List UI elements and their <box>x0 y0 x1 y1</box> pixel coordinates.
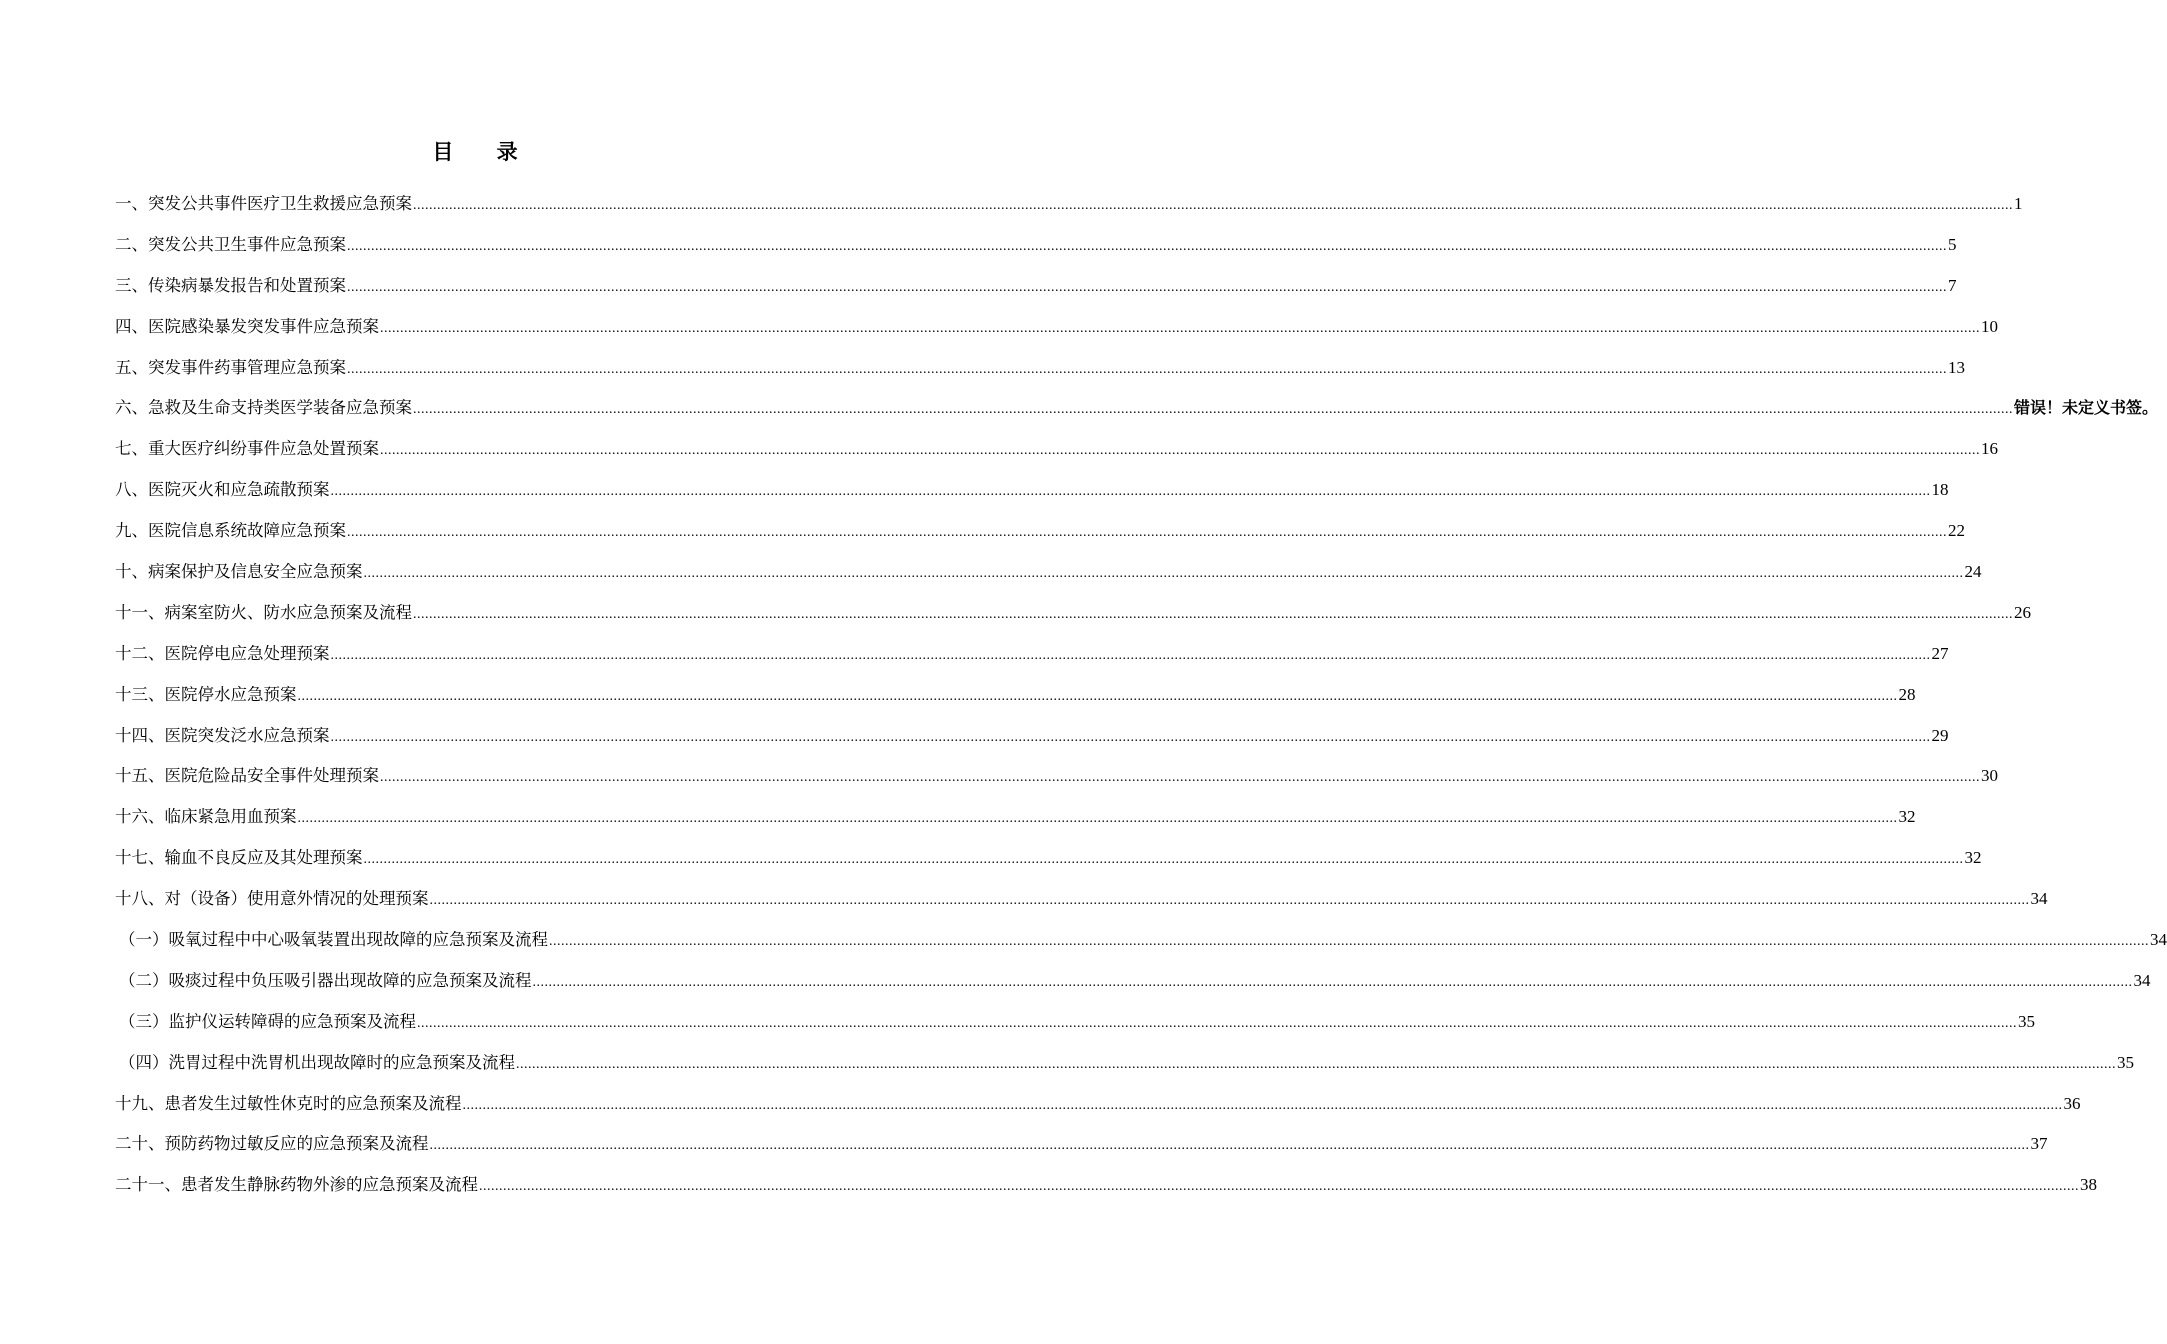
toc-dot-leader: ................................................................................................................................................................................................................................................................................................................................................................................................................ <box>297 811 1898 827</box>
toc-entry-label: 十六、临床紧急用血预案 <box>115 807 297 827</box>
toc-entry-label: 十一、病案室防火、防水应急预案及流程 <box>115 602 412 622</box>
toc-entry[interactable] <box>115 476 1949 517</box>
toc-entry-label: 六、急救及生命支持类医学装备应急预案 <box>115 398 412 418</box>
toc-entry-label: 十五、医院危险品安全事件处理预案 <box>115 766 379 786</box>
toc-entry-page-number: 22 <box>1948 521 1965 541</box>
toc-entry-page-number: 27 <box>1931 643 1949 663</box>
toc-entry-label: 十七、输血不良反应及其处理预案 <box>115 848 363 868</box>
toc-entry[interactable] <box>115 926 2167 967</box>
toc-entry[interactable] <box>115 1090 2081 1131</box>
toc-entry-label: 五、突发事件药事管理应急预案 <box>115 357 346 377</box>
toc-entry-page-number: 24 <box>1964 562 1982 582</box>
toc-dot-leader: ................................................................................................................................................................................................................................................................................................................................................................................................................ <box>363 852 1964 868</box>
toc-entry-label: 十四、医院突发泛水应急预案 <box>115 725 330 745</box>
toc-entry[interactable] <box>115 190 2023 231</box>
toc-dot-leader: ................................................................................................................................................................................................................................................................................................................................................................................................................ <box>549 934 2149 950</box>
toc-entry[interactable] <box>115 558 1982 599</box>
toc-dot-leader: ................................................................................................................................................................................................................................................................................................................................................................................................................ <box>479 1179 2079 1195</box>
toc-entry-page-number: 13 <box>1948 357 1965 377</box>
toc-dot-leader: ................................................................................................................................................................................................................................................................................................................................................................................................................ <box>413 402 2013 418</box>
toc-entry-label: 八、医院灭火和应急疏散预案 <box>115 480 330 500</box>
toc-entry-page-number: 5 <box>1948 234 1957 254</box>
toc-entry-page-number: 1 <box>2014 194 2023 213</box>
toc-entry-label: 十、病案保护及信息安全应急预案 <box>115 562 363 582</box>
toc-entry-label: 十九、患者发生过敏性休克时的应急预案及流程 <box>115 1093 462 1113</box>
toc-dot-leader: ................................................................................................................................................................................................................................................................................................................................................................................................................ <box>347 238 1947 254</box>
toc-entry-page-number: 35 <box>2117 1052 2134 1072</box>
toc-entry[interactable] <box>115 1171 2097 1212</box>
toc-entry-label: 七、重大医疗纠纷事件应急处置预案 <box>115 439 379 459</box>
toc-entry-error-text: 错误！未定义书签。 <box>2014 398 2159 418</box>
toc-entry[interactable] <box>115 231 1957 272</box>
toc-dot-leader: ................................................................................................................................................................................................................................................................................................................................................................................................................ <box>347 525 1947 541</box>
toc-entry[interactable] <box>115 640 1949 681</box>
toc-entry-page-number: 26 <box>2014 602 2031 622</box>
toc-dot-leader: ................................................................................................................................................................................................................................................................................................................................................................................................................ <box>297 688 1898 704</box>
toc-entry-page-number: 32 <box>1898 807 1916 827</box>
toc-entry[interactable] <box>115 599 2031 640</box>
toc-dot-leader: ................................................................................................................................................................................................................................................................................................................................................................................................................ <box>429 893 2030 909</box>
toc-dot-leader: ................................................................................................................................................................................................................................................................................................................................................................................................................ <box>413 606 2013 622</box>
toc-entry-label: 九、医院信息系统故障应急预案 <box>115 521 346 541</box>
toc-entry-page-number: 34 <box>2150 930 2167 950</box>
toc-entry-page-number: 10 <box>1981 316 1998 336</box>
toc-dot-leader: ................................................................................................................................................................................................................................................................................................................................................................................................................ <box>462 1097 2063 1113</box>
toc-entry-label: （四）洗胃过程中洗胃机出现故障时的应急预案及流程 <box>119 1052 515 1072</box>
toc-dot-leader: ................................................................................................................................................................................................................................................................................................................................................................................................................ <box>347 361 1947 377</box>
toc-entry-label: 四、医院感染暴发突发事件应急预案 <box>115 316 379 336</box>
toc-dot-leader: ................................................................................................................................................................................................................................................................................................................................................................................................................ <box>413 198 2013 213</box>
table-of-contents <box>115 190 2167 1212</box>
toc-entry[interactable] <box>115 967 2151 1008</box>
toc-entry-label: 一、突发公共事件医疗卫生救援应急预案 <box>115 194 412 213</box>
toc-entry-page-number: 34 <box>2030 889 2048 909</box>
toc-entry-page-number: 30 <box>1981 766 1998 786</box>
toc-entry[interactable] <box>115 762 1998 803</box>
toc-entry-page-number: 32 <box>1964 848 1982 868</box>
toc-dot-leader: ................................................................................................................................................................................................................................................................................................................................................................................................................ <box>330 729 1931 745</box>
toc-entry[interactable] <box>115 313 1998 354</box>
toc-entry-label: （二）吸痰过程中负压吸引器出现故障的应急预案及流程 <box>119 970 532 990</box>
toc-entry[interactable] <box>115 1049 2134 1090</box>
toc-entry-page-number: 37 <box>2030 1134 2048 1154</box>
toc-entry-page-number: 7 <box>1948 275 1957 295</box>
toc-entry-page-number: 38 <box>2080 1175 2097 1195</box>
toc-entry-label: 二、突发公共卫生事件应急预案 <box>115 234 346 254</box>
toc-entry[interactable] <box>115 517 1965 558</box>
toc-entry-label: （三）监护仪运转障碍的应急预案及流程 <box>119 1011 416 1031</box>
toc-entry[interactable] <box>115 1008 2035 1049</box>
toc-entry[interactable] <box>115 272 1957 313</box>
toc-entry-label: 十八、对（设备）使用意外情况的处理预案 <box>115 889 429 909</box>
toc-entry[interactable] <box>115 722 1949 763</box>
toc-entry-page-number: 16 <box>1981 439 1998 459</box>
toc-entry-page-number: 18 <box>1931 480 1949 500</box>
toc-dot-leader: ................................................................................................................................................................................................................................................................................................................................................................................................................ <box>347 279 1947 295</box>
toc-dot-leader: ................................................................................................................................................................................................................................................................................................................................................................................................................ <box>330 647 1931 663</box>
toc-dot-leader: ................................................................................................................................................................................................................................................................................................................................................................................................................ <box>330 484 1931 500</box>
toc-entry[interactable] <box>115 394 2159 435</box>
toc-entry-label: 三、传染病暴发报告和处置预案 <box>115 275 346 295</box>
toc-entry[interactable] <box>115 681 1916 722</box>
toc-entry[interactable] <box>115 354 1965 395</box>
toc-entry-page-number: 35 <box>2018 1011 2035 1031</box>
toc-dot-leader: ................................................................................................................................................................................................................................................................................................................................................................................................................ <box>417 1015 2017 1031</box>
toc-title: 目 录 <box>432 139 536 164</box>
toc-dot-leader: ................................................................................................................................................................................................................................................................................................................................................................................................................ <box>380 443 1980 459</box>
toc-dot-leader: ................................................................................................................................................................................................................................................................................................................................................................................................................ <box>380 320 1980 336</box>
toc-entry-label: （一）吸氧过程中中心吸氧装置出现故障的应急预案及流程 <box>119 930 548 950</box>
toc-entry-page-number: 28 <box>1898 684 1916 704</box>
toc-dot-leader: ................................................................................................................................................................................................................................................................................................................................................................................................................ <box>532 974 2133 990</box>
toc-entry-page-number: 36 <box>2063 1093 2081 1113</box>
toc-entry-page-number: 29 <box>1931 725 1949 745</box>
toc-entry[interactable] <box>115 435 1998 476</box>
toc-entry-page-number: 34 <box>2133 970 2151 990</box>
toc-entry-label: 二十一、患者发生静脉药物外渗的应急预案及流程 <box>115 1175 478 1195</box>
toc-entry[interactable] <box>115 885 2048 926</box>
toc-dot-leader: ................................................................................................................................................................................................................................................................................................................................................................................................................ <box>380 770 1980 786</box>
toc-entry[interactable] <box>115 1130 2048 1171</box>
toc-entry[interactable] <box>115 803 1916 844</box>
toc-entry-label: 二十、预防药物过敏反应的应急预案及流程 <box>115 1134 429 1154</box>
toc-entry-label: 十三、医院停水应急预案 <box>115 684 297 704</box>
toc-dot-leader: ................................................................................................................................................................................................................................................................................................................................................................................................................ <box>363 566 1964 582</box>
toc-entry-label: 十二、医院停电应急处理预案 <box>115 643 330 663</box>
toc-dot-leader: ................................................................................................................................................................................................................................................................................................................................................................................................................ <box>516 1056 2116 1072</box>
toc-dot-leader: ................................................................................................................................................................................................................................................................................................................................................................................................................ <box>429 1138 2030 1154</box>
toc-entry[interactable] <box>115 844 1982 885</box>
